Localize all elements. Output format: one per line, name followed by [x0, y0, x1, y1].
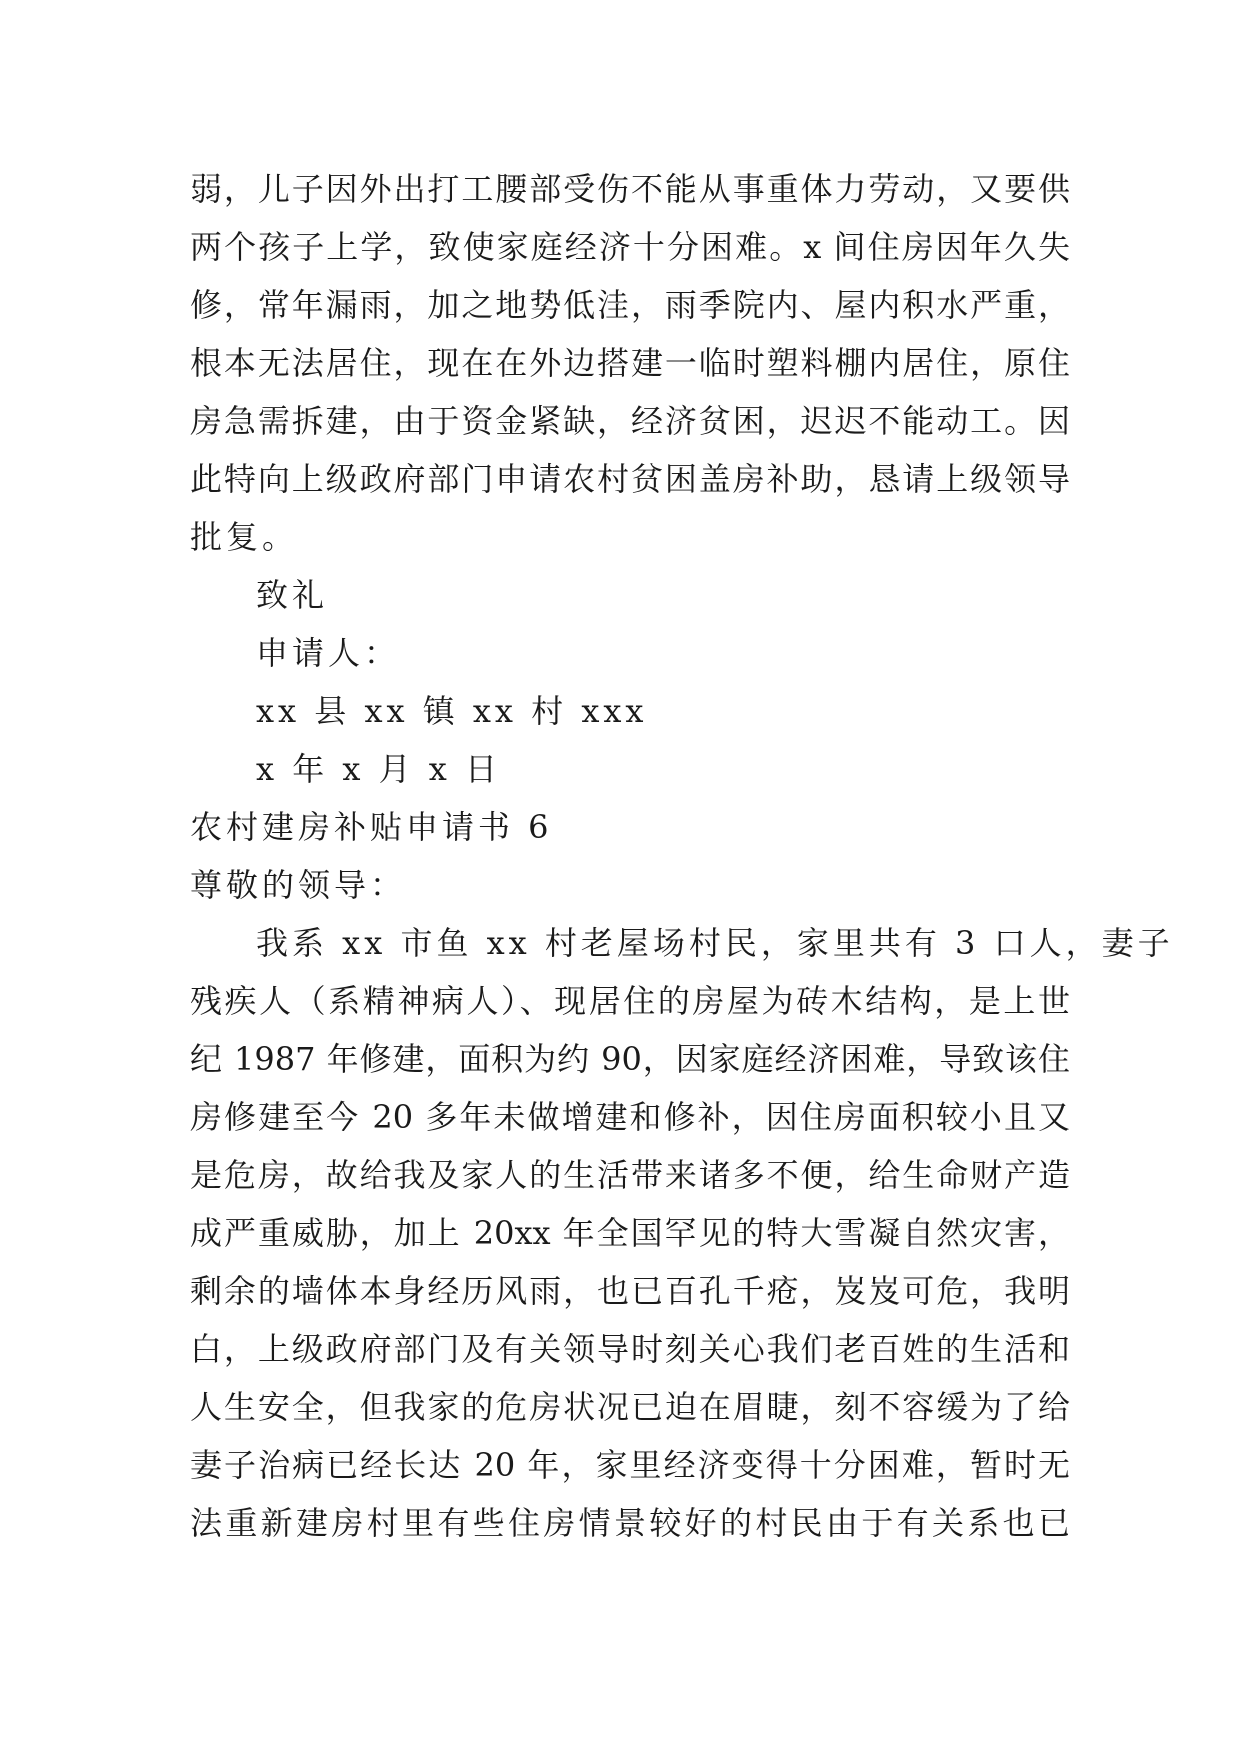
text-line: 批复。 [190, 518, 299, 556]
text-line: 妻子治病已经长达 20 年，家里经济变得十分困难，暂时无 [190, 1446, 1070, 1484]
text-line: 残疾人（系精神病人）、现居住的房屋为砖木结构，是上世 [190, 982, 1070, 1020]
paragraph-1 [190, 160, 1070, 566]
text-line: 房修建至今 20 多年未做增建和修补，因住房面积较小且又 [190, 1098, 1070, 1136]
text-line: 此特向上级政府部门申请农村贫困盖房补助，恳请上级领导 [190, 460, 1070, 498]
text-line: 纪 1987 年修建，面积为约 90，因家庭经济困难，导致该住 [190, 1040, 1070, 1078]
text-line: 弱，儿子因外出打工腰部受伤不能从事重体力劳动，又要供 [190, 170, 1070, 208]
text-line: 白，上级政府部门及有关领导时刻关心我们老百姓的生活和 [190, 1330, 1070, 1368]
document-page [190, 160, 1174, 1552]
section-title: 农村建房补贴申请书 6 [190, 808, 553, 846]
text-line: 我系 xx 市鱼 xx 村老屋场村民，家里共有 3 口人，妻子 [256, 924, 1174, 962]
signature-date: x 年 x 月 x 日 [256, 750, 502, 788]
text-line: 两个孩子上学，致使家庭经济十分困难。x 间住房因年久失 [190, 228, 1070, 266]
text-line: 法重新建房村里有些住房情景较好的村民由于有关系也已 [190, 1504, 1070, 1542]
applicant-label: 申请人： [256, 634, 401, 672]
salutation: 致礼 [256, 576, 329, 614]
text-line: 根本无法居住，现在在外边搭建一临时塑料棚内居住，原住 [190, 344, 1070, 382]
text-line: 房急需拆建，由于资金紧缺，经济贫困，迟迟不能动工。因 [190, 402, 1070, 440]
text-line: 成严重威胁，加上 20xx 年全国罕见的特大雪凝自然灾害， [190, 1214, 1070, 1252]
text-line: 人生安全，但我家的危房状况已迫在眉睫，刻不容缓为了给 [190, 1388, 1070, 1426]
greeting: 尊敬的领导： [190, 866, 407, 904]
text-line: 修，常年漏雨，加之地势低洼，雨季院内、屋内积水严重， [190, 286, 1070, 324]
text-line: 是危房，故给我及家人的生活带来诸多不便，给生命财产造 [190, 1156, 1070, 1194]
applicant-address: xx 县 xx 镇 xx 村 xxx [256, 692, 648, 730]
closing-block [190, 566, 1070, 798]
text-line: 剩余的墙体本身经历风雨，也已百孔千疮，岌岌可危，我明 [190, 1272, 1070, 1310]
paragraph-2 [190, 914, 1174, 1552]
